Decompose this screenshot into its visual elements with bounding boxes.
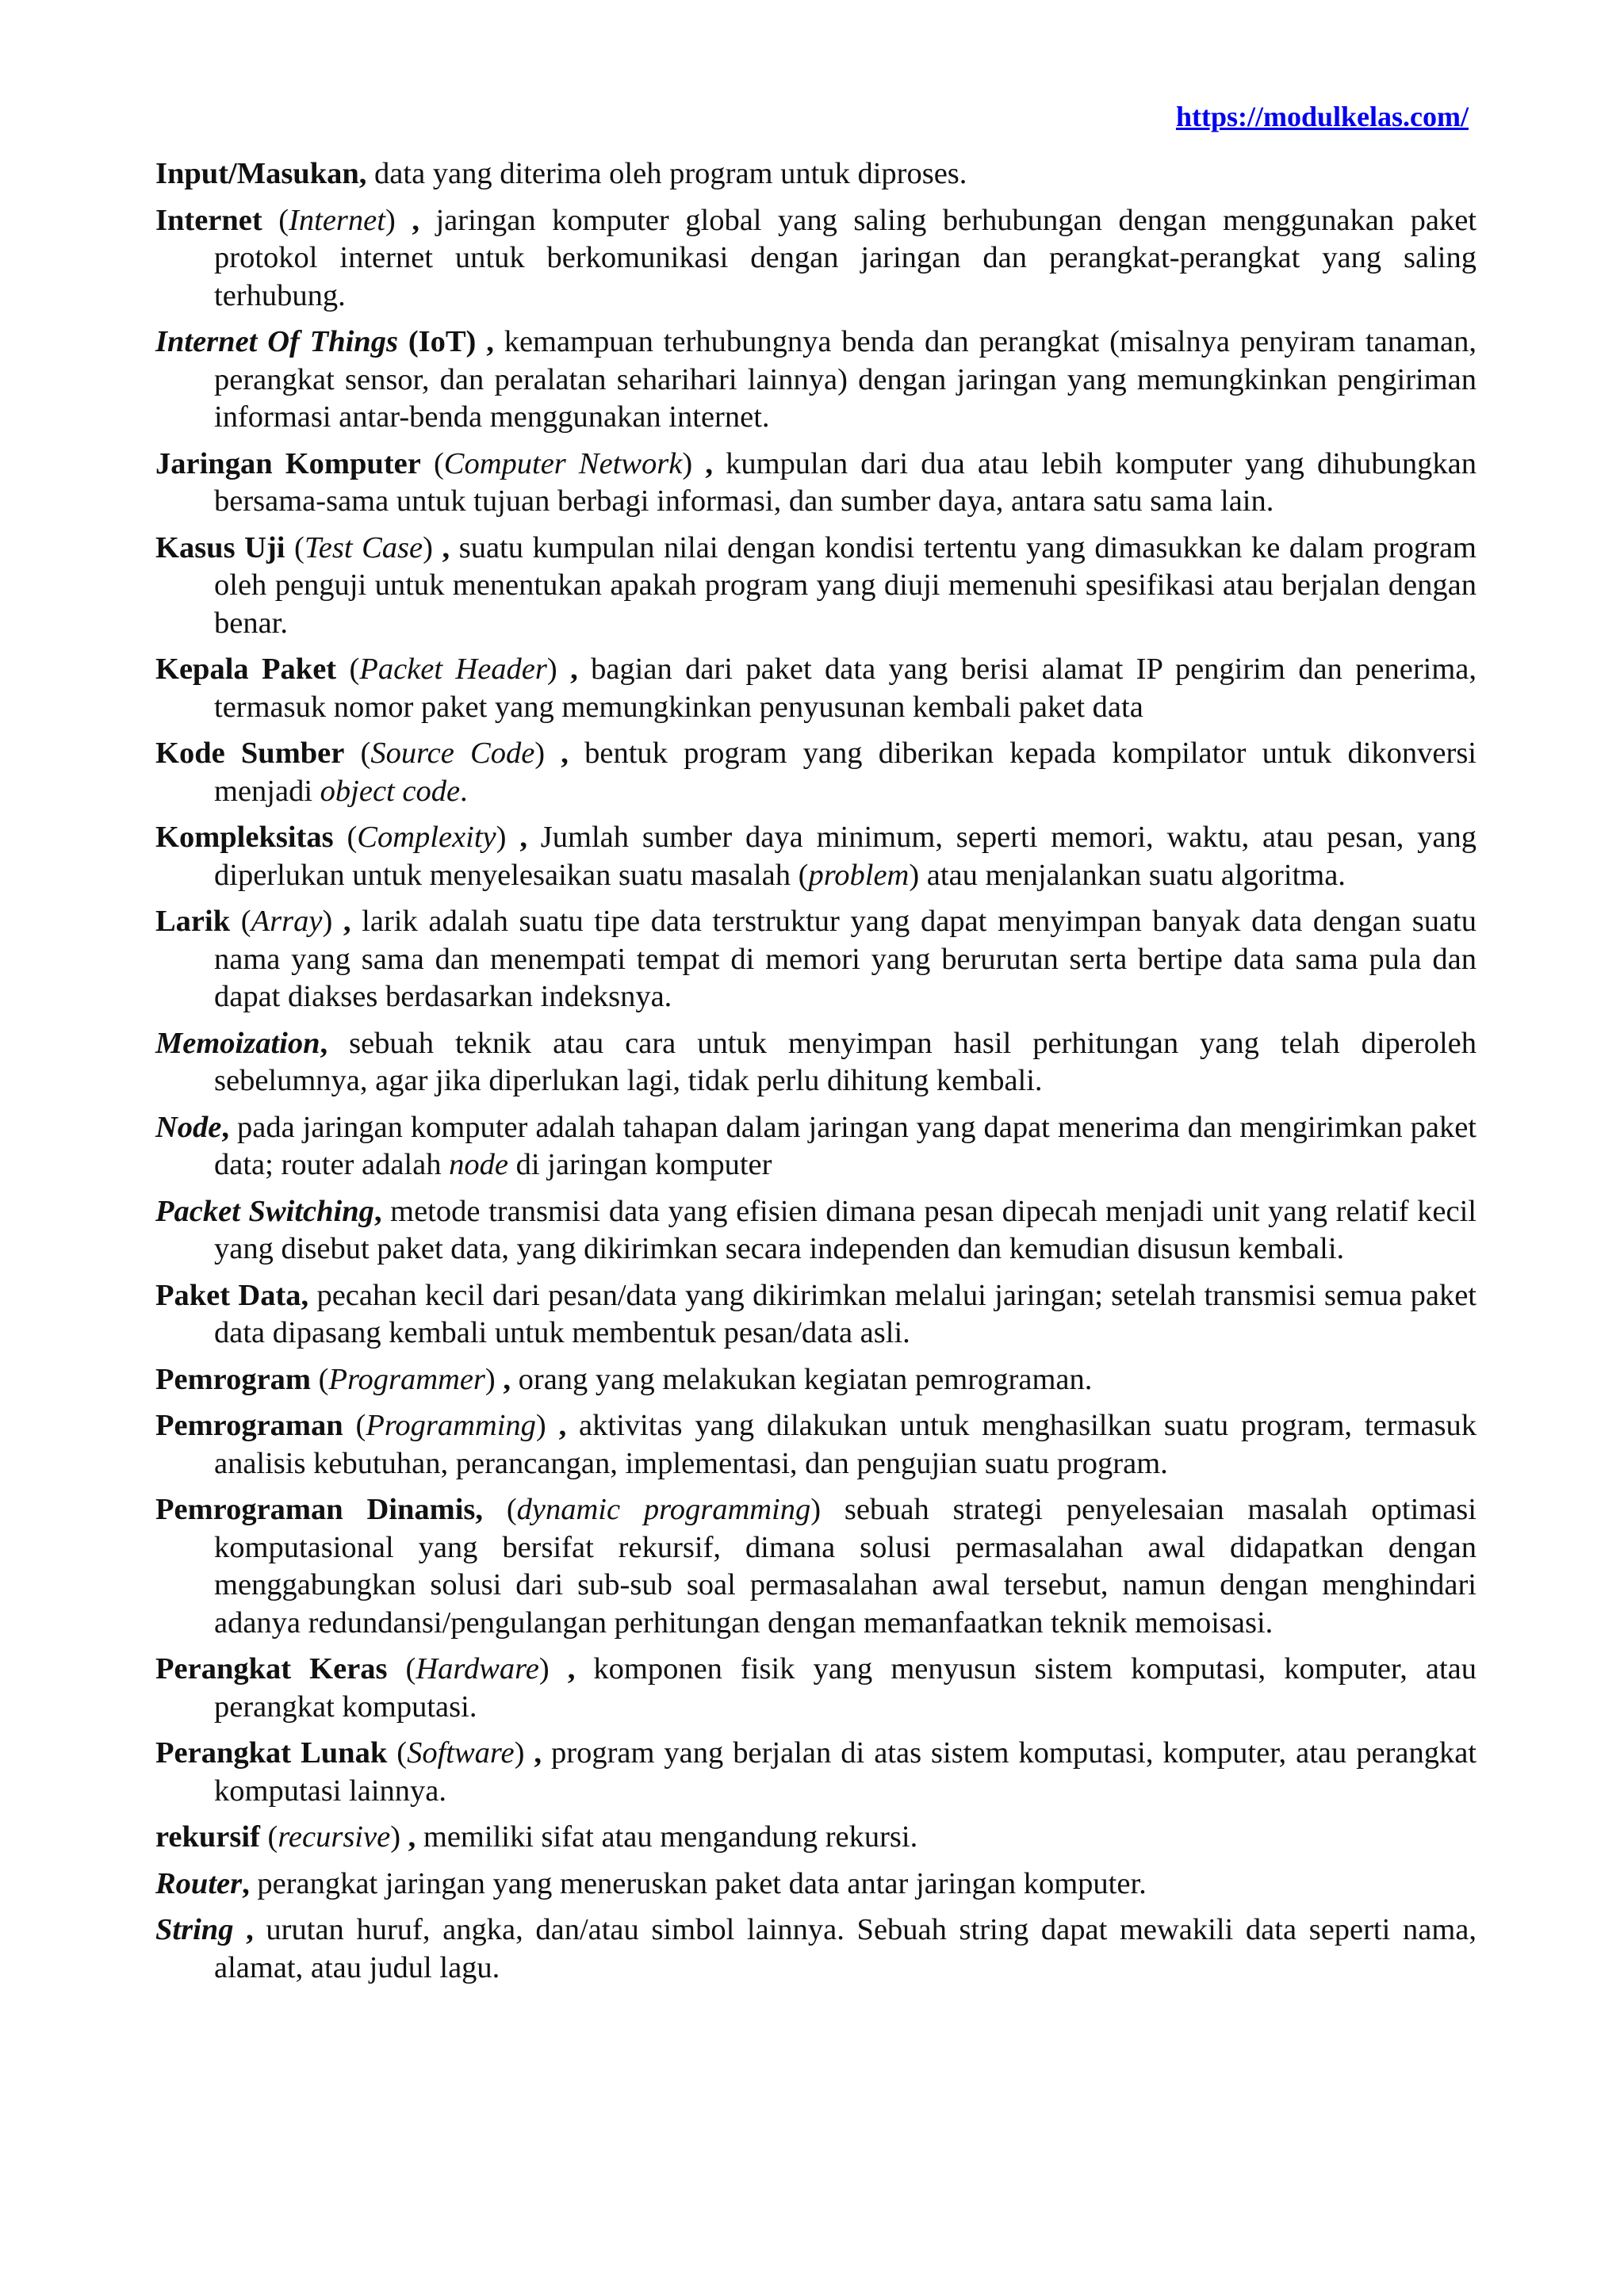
glossary-entry: Kepala Paket (Packet Header) , bagian dari paket data yang berisi alamat IP pengirim dan penerima, termasuk nomor paket yang memungkinkan penyusunan kembali paket data bbox=[155, 652, 1477, 724]
glossary-term: rekursif bbox=[155, 1820, 260, 1854]
glossary-entry: rekursif (recursive) , memiliki sifat atau mengandung rekursi. bbox=[155, 1820, 918, 1854]
glossary-separator: , bbox=[395, 203, 419, 237]
glossary-entry: Perangkat Keras (Hardware) , komponen fisik yang menyusun sistem komputasi, komputer, atau perangkat komputasi. bbox=[155, 1652, 1477, 1724]
glossary-entry bbox=[155, 1109, 1477, 1184]
glossary-entry: Perangkat Lunak (Software) , program yang berjalan di atas sistem komputasi, komputer, atau perangkat komputasi lainnya. bbox=[155, 1736, 1477, 1808]
glossary-separator: , bbox=[546, 1409, 567, 1442]
glossary-definition: kumpulan dari dua atau lebih komputer yang dihubungkan bersama-sama untuk tujuan berbagi informasi, dan sumber daya, antara satu sama lain. bbox=[214, 446, 1477, 518]
glossary-separator: , bbox=[549, 1652, 576, 1686]
glossary-separator: , bbox=[476, 325, 494, 358]
glossary-separator: , bbox=[332, 905, 351, 938]
glossary-separator: , bbox=[506, 821, 527, 854]
glossary-entry: Larik (Array) , larik adalah suatu tipe data terstruktur yang dapat menyimpan banyak data dengan suatu nama yang sama dan menempati tempat di memori yang berurutan serta bertipe data sama pula dan dapat diakses berdasarkan indeksnya. bbox=[155, 905, 1477, 1013]
glossary-term: Router bbox=[155, 1866, 243, 1900]
glossary-separator: , bbox=[495, 1362, 511, 1396]
glossary-entry bbox=[155, 1025, 1477, 1100]
glossary-separator: , bbox=[692, 446, 713, 480]
glossary-term-english: Complexity bbox=[357, 821, 496, 854]
glossary-separator: , bbox=[242, 1866, 250, 1900]
glossary-definition-italic: object code bbox=[320, 774, 461, 808]
glossary-separator: , bbox=[557, 652, 578, 686]
glossary-term: Internet Of Things bbox=[155, 325, 398, 358]
glossary-term: Node bbox=[155, 1110, 222, 1144]
glossary-definition: kemampuan terhubungnya benda dan perangkat (misalnya penyiram tanaman, perangkat sensor, dan peralatan seharihari lainnya) dengan jaringan yang memungkinkan pengiriman informasi antar-benda menggunakan internet. bbox=[214, 325, 1477, 434]
glossary-entry: Internet (Internet) , jaringan komputer global yang saling berhubungan dengan menggunakan paket protokol internet untuk berkomunikasi dengan jaringan dan perangkat-perangkat yang saling terhubung. bbox=[155, 203, 1477, 312]
glossary-definition: memiliki sifat atau mengandung rekursi. bbox=[416, 1820, 918, 1854]
glossary-definition-tail: ) atau menjalankan suatu algoritma. bbox=[909, 858, 1346, 892]
glossary-separator: , bbox=[373, 1194, 382, 1228]
glossary-definition: urutan huruf, angka, dan/atau simbol lainnya. Sebuah string dapat mewakili data seperti nama, alamat, atau judul lagu. bbox=[214, 1913, 1477, 1984]
glossary-term: Internet bbox=[155, 203, 262, 237]
glossary-term: Kode Sumber bbox=[155, 737, 345, 770]
glossary-term: Pemrograman Dinamis, bbox=[155, 1493, 483, 1526]
glossary-term-english: Internet bbox=[289, 203, 385, 237]
glossary-term: Packet Switching bbox=[155, 1194, 374, 1228]
glossary-term-english: Array bbox=[251, 905, 323, 938]
glossary-term: Kompleksitas bbox=[155, 821, 334, 854]
glossary-definition: perangkat jaringan yang meneruskan paket data antar jaringan komputer. bbox=[249, 1866, 1147, 1900]
glossary-definition: orang yang melakukan kegiatan pemrograman. bbox=[511, 1362, 1093, 1396]
glossary-term-english: recursive bbox=[278, 1820, 391, 1854]
glossary-term: Jaringan Komputer bbox=[155, 446, 421, 480]
glossary-term: String bbox=[155, 1913, 234, 1946]
glossary-entry: Jaringan Komputer (Computer Network) , kumpulan dari dua atau lebih komputer yang dihubungkan bersama-sama untuk tujuan berbagi informasi, dan sumber daya, antara satu sama lain. bbox=[155, 446, 1477, 518]
glossary-definition: Jumlah sumber daya minimum, seperti memori, waktu, atau pesan, yang diperlukan untuk menyelesaikan suatu masalah ( bbox=[214, 821, 1477, 892]
glossary-term: Pemrograman bbox=[155, 1409, 343, 1442]
glossary-definition-tail: di jaringan komputer bbox=[508, 1148, 772, 1181]
glossary-entry: Pemrograman Dinamis, (dynamic programming) sebuah strategi penyelesaian masalah optimasi komputasional yang bersifat rekursif, dimana solusi permasalahan awal didapatkan dengan menggabungkan solusi dari sub-sub soal permasalahan awal tersebut, namun dengan menghindari adanya redundansi/pengulangan perhitungan dengan memanfaatkan teknik memoisasi. bbox=[155, 1493, 1477, 1640]
glossary-separator: , bbox=[221, 1110, 230, 1144]
glossary-term-english: Packet Header bbox=[359, 652, 547, 686]
glossary-definition: jaringan komputer global yang saling berhubungan dengan menggunakan paket protokol internet untuk berkomunikasi dengan jaringan dan perangkat-perangkat yang saling terhubung. bbox=[214, 203, 1477, 312]
glossary-definition: data yang diterima oleh program untuk diproses. bbox=[366, 157, 967, 190]
glossary-separator: , bbox=[233, 1913, 254, 1946]
glossary-term-english: Source Code bbox=[370, 737, 535, 770]
glossary-list bbox=[155, 155, 1477, 1996]
glossary-term-abbrev: (IoT) bbox=[408, 325, 477, 358]
glossary-entry bbox=[155, 1193, 1477, 1269]
glossary-term: Kasus Uji bbox=[155, 530, 285, 564]
glossary-entry: Kode Sumber (Source Code) , bentuk program yang diberikan kepada kompilator untuk dikonversi menjadi object code. bbox=[155, 737, 1477, 808]
glossary-entry bbox=[155, 1911, 1477, 1987]
glossary-term: Kepala Paket bbox=[155, 652, 337, 686]
glossary-definition: bentuk program yang diberikan kepada kompilator untuk dikonversi menjadi bbox=[214, 737, 1477, 808]
glossary-definition: aktivitas yang dilakukan untuk menghasilkan suatu program, termasuk analisis kebutuhan, perancangan, implementasi, dan pengujian suatu program. bbox=[214, 1409, 1477, 1480]
glossary-term-english: Programmer bbox=[328, 1362, 485, 1396]
glossary-entry bbox=[155, 155, 1477, 193]
glossary-definition-italic: node bbox=[449, 1148, 508, 1181]
glossary-term: Memoization bbox=[155, 1026, 320, 1060]
glossary-definition: komponen fisik yang menyusun sistem komputasi, komputer, atau perangkat komputasi. bbox=[214, 1652, 1477, 1724]
glossary-separator: , bbox=[432, 530, 450, 564]
glossary-term-english: dynamic programming bbox=[516, 1493, 811, 1526]
glossary-term: Larik bbox=[155, 905, 231, 938]
glossary-definition-italic: problem bbox=[808, 858, 910, 892]
glossary-separator: , bbox=[358, 157, 367, 190]
glossary-term: Perangkat Lunak bbox=[155, 1736, 388, 1770]
glossary-entry: Pemrograman (Programming) , aktivitas yang dilakukan untuk menghasilkan suatu program, termasuk analisis kebutuhan, perancangan, implementasi, dan pengujian suatu program. bbox=[155, 1409, 1477, 1480]
glossary-term-english: Programming bbox=[366, 1409, 536, 1442]
glossary-entry: Kasus Uji (Test Case) , suatu kumpulan nilai dengan kondisi tertentu yang dimasukkan ke dalam program oleh penguji untuk menentukan apakah program yang diuji memenuhi spesifikasi atau berjalan dengan benar. bbox=[155, 530, 1477, 640]
glossary-entry bbox=[155, 1277, 1477, 1353]
glossary-term: Pemrogram bbox=[155, 1362, 311, 1396]
glossary-separator: , bbox=[400, 1820, 416, 1854]
glossary-definition: sebuah teknik atau cara untuk menyimpan hasil perhitungan yang telah diperoleh sebelumnya, agar jika diperlukan lagi, tidak perlu dihitung kembali. bbox=[214, 1026, 1477, 1097]
glossary-definition: program yang berjalan di atas sistem komputasi, komputer, atau perangkat komputasi lainnya. bbox=[214, 1736, 1477, 1808]
glossary-term: Perangkat Keras bbox=[155, 1652, 388, 1686]
glossary-entry: Kompleksitas (Complexity) , Jumlah sumber daya minimum, seperti memori, waktu, atau pesan, yang diperlukan untuk menyelesaikan suatu masalah (problem) atau menjalankan suatu algoritma. bbox=[155, 821, 1477, 892]
glossary-definition: sebuah strategi penyelesaian masalah optimasi komputasional yang bersifat rekursif, dimana solusi permasalahan awal didapatkan dengan menggabungkan solusi dari sub-sub soal permasalahan awal tersebut, namun dengan menghindari adanya redundansi/pengulangan perhitungan dengan memanfaatkan teknik memoisasi. bbox=[214, 1493, 1477, 1640]
glossary-term: Paket Data, bbox=[155, 1278, 309, 1312]
glossary-definition: larik adalah suatu tipe data terstruktur yang dapat menyimpan banyak data dengan suatu nama yang sama dan menempati tempat di memori yang berurutan serta bertipe data sama pula dan dapat diakses berdasarkan indeksnya. bbox=[214, 905, 1477, 1013]
glossary-definition-tail: . bbox=[460, 774, 468, 808]
glossary-separator: , bbox=[524, 1736, 542, 1770]
glossary-term-english: Computer Network bbox=[443, 446, 683, 480]
glossary-definition: pada jaringan komputer adalah tahapan dalam jaringan yang dapat menerima dan mengirimkan paket data; router adalah bbox=[214, 1110, 1477, 1181]
glossary-definition: bagian dari paket data yang berisi alamat IP pengirim dan penerima, termasuk nomor paket yang memungkinkan penyusunan kembali paket data bbox=[214, 652, 1477, 724]
glossary-definition: pecahan kecil dari pesan/data yang dikirimkan melalui jaringan; setelah transmisi semua paket data dipasang kembali untuk membentuk pesan/data asli. bbox=[214, 1278, 1477, 1349]
glossary-entry: Pemrogram (Programmer) , orang yang melakukan kegiatan pemrograman. bbox=[155, 1362, 1093, 1396]
glossary-term: Input/Masukan bbox=[155, 157, 359, 190]
glossary-definition: metode transmisi data yang efisien dimana pesan dipecah menjadi unit yang relatif kecil yang disebut paket data, yang dikirimkan secara independen dan kemudian disusun kembali. bbox=[214, 1194, 1477, 1265]
glossary-entry bbox=[155, 323, 1477, 437]
glossary-entry bbox=[155, 1866, 1477, 1904]
glossary-definition: suatu kumpulan nilai dengan kondisi tertentu yang dimasukkan ke dalam program oleh penguji untuk menentukan apakah program yang diuji memenuhi spesifikasi atau berjalan dengan benar. bbox=[214, 530, 1477, 640]
glossary-term-english: Test Case bbox=[304, 530, 423, 564]
glossary-term-english: Software bbox=[407, 1736, 515, 1770]
glossary-separator: , bbox=[545, 737, 569, 770]
header-url-link[interactable]: https://modulkelas.com/ bbox=[1175, 101, 1469, 132]
glossary-separator: , bbox=[320, 1026, 328, 1060]
glossary-term-english: Hardware bbox=[416, 1652, 539, 1686]
